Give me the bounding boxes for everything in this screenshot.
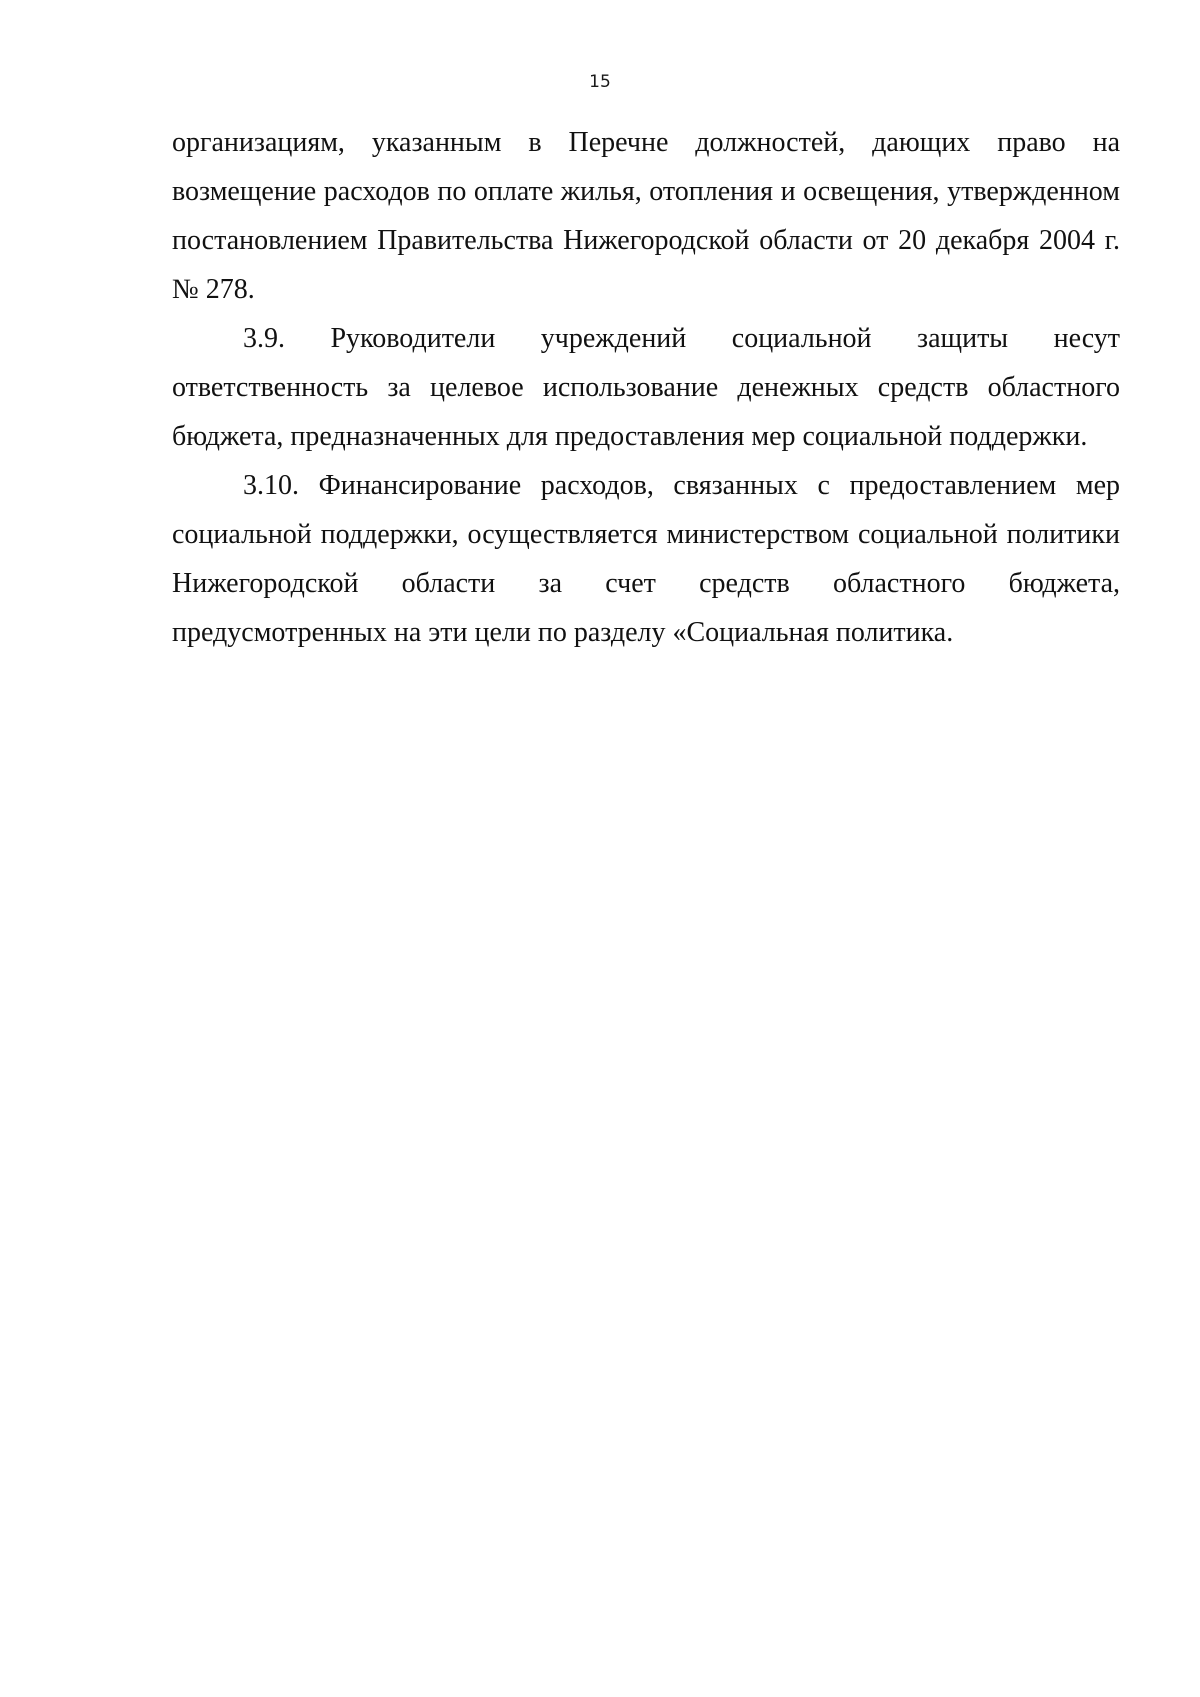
paragraph-continuation: организациям, указанным в Перечне должностей, дающих право на возмещение расходов по оплате жилья, отопления и освещения, утвержденном постановлением Правительства Нижегородской области от 20 декабря 2004 г. № 278. <box>172 127 1120 305</box>
paragraph-3-10: 3.10. Финансирование расходов, связанных с предоставлением мер социальной поддержки, осуществляется министерством социальной политики Нижегородской области за счет средств областного бюджета, предусмотренных на эти цели по разделу «Социальная политика. <box>172 470 1120 648</box>
document-body <box>172 118 1120 657</box>
page-number: 15 <box>589 72 611 92</box>
paragraph-3-9: 3.9. Руководители учреждений социальной защиты несут ответственность за целевое использование денежных средств областного бюджета, предназначенных для предоставления мер социальной поддержки. <box>172 323 1120 452</box>
